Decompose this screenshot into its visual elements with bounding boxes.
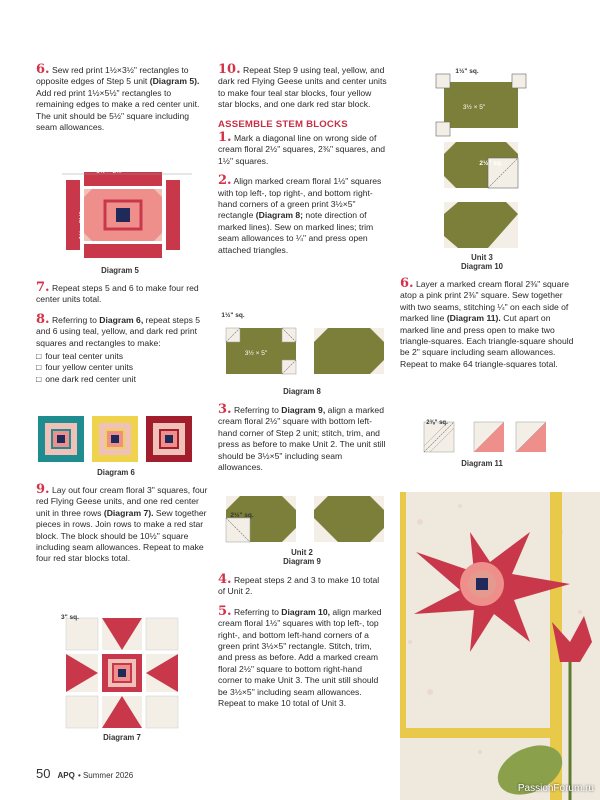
step-number: 8. [36, 311, 50, 327]
step-text: Cut apart on marked line and press open to make two triangle-squares. Each triangle-square should be 2" square including seam allowances. Repeat to make 64 triangle-squares total. [400, 313, 574, 369]
column-2 [218, 64, 388, 264]
step-text: Repeat steps 2 and 3 to make 10 total of Unit 2. [218, 575, 380, 597]
diagram-ref: Diagram 6, [99, 314, 144, 325]
dimension-label: 3" sq. [61, 614, 79, 621]
diagram-ref: (Diagram 8; [255, 210, 304, 221]
step-text: Referring to [233, 606, 279, 617]
column-2c [218, 574, 388, 717]
column-1b [36, 282, 208, 385]
step-number: 9. [36, 482, 50, 497]
diagram-8 [220, 318, 388, 380]
diagram-ref: Diagram 9, [281, 405, 326, 415]
page-footer [36, 766, 133, 781]
step-text: Add red print 1½×5½" rectangles to remaining edges to make a red center unit. The unit should be 5½" square including seam allowances. [36, 87, 200, 133]
step-8 [36, 311, 208, 349]
stem-step-4 [218, 574, 388, 598]
dimension-label: 2⅜" sq. [426, 420, 448, 426]
stem-step-1 [218, 132, 388, 167]
step-text: Align marked cream floral 1½" squares with top left-, top right-, and bottom right-hand corners of a green print 3½×5" rectangle [218, 176, 382, 221]
step-number: 7. [36, 280, 50, 295]
dimension-label: 2½" sq. [479, 160, 503, 167]
step-text: Mark a diagonal line on wrong side of cream floral 2½" squares, 2⅜" squares, and 1½" squares. [218, 133, 386, 166]
diagram-caption: Diagram 5 [101, 266, 139, 275]
step-text: Sew together pieces in rows. Join rows to make a red star block. The block should be 10½" square including seam allowances. Repeat to make four red star blocks total. [36, 507, 207, 564]
step-text: Referring to [51, 314, 97, 325]
step-number: 1. [218, 130, 232, 146]
step-text: Repeat Step 9 using teal, yellow, and dark red Flying Geese units and center units to make four teal star blocks, four yellow star blocks, and one dark red star block. [218, 65, 387, 110]
step-text: align marked cream floral 1½" squares with top left-, top right-, and bottom left-hand corners of a green print 3½×5" rectangle. Stitch, trim, and press as before. Add a marked cream floral 2½" square to bottom right-hand corner to make Unit 3. The unit still should be 3½×5" including seam allowances. Repeat to make 10 total of Unit 3. [218, 606, 382, 709]
list-item: □ one dark red center unit [36, 374, 208, 385]
step-9 [36, 484, 208, 565]
diagram-caption: Diagram 10 [460, 262, 504, 271]
checklist [36, 351, 208, 385]
stem-step-6 [400, 278, 580, 370]
step-text: Referring to [233, 405, 279, 415]
stem-step-5 [218, 603, 388, 710]
diagram-caption: Diagram 11 [461, 459, 503, 468]
step-7 [36, 282, 208, 306]
diagram-caption: Diagram 8 [283, 387, 321, 396]
step-10 [218, 64, 388, 111]
unit-caption: Unit 3 [471, 253, 493, 262]
step-text: Repeat steps 5 and 6 to make four red center units total. [36, 283, 199, 305]
column-3 [400, 278, 580, 378]
dimension-label: 1½" sq. [455, 68, 479, 75]
stem-step-3 [218, 404, 388, 473]
step-number: 3. [218, 402, 232, 417]
column-1c [36, 484, 208, 573]
dimension-label: 1½ × 3½" [96, 168, 124, 175]
unit-caption: Unit 2 [291, 548, 313, 557]
diagram-caption: Diagram 9 [283, 557, 321, 566]
diagram-7 [62, 608, 182, 730]
step-text: repeat steps 5 and 6 using teal, yellow, and dark red print squares and rectangles to make: [36, 314, 201, 348]
diagram-caption: Diagram 7 [103, 733, 141, 742]
column-2b [218, 404, 388, 481]
step-number: 6. [400, 276, 414, 291]
dimension-label: 2½" sq. [230, 512, 254, 519]
magazine-name: APQ [57, 771, 75, 780]
diagram-ref: (Diagram 5). [149, 76, 200, 87]
dimension-label: 1½" sq. [221, 312, 245, 319]
step-text: Layer a marked cream floral 2⅜" square atop a pink print 2⅜" square. Sew together with two seams, stitching ¼" on each side of marked line [400, 279, 570, 324]
section-heading: ASSEMBLE STEM BLOCKS [218, 118, 348, 130]
quilt-photo [400, 492, 600, 800]
diagram-ref: Diagram 10, [281, 606, 330, 617]
dimension-label: 1½ × 5½" [78, 211, 86, 240]
column-1 [36, 64, 208, 141]
diagram-9 [220, 492, 388, 548]
dimension-label: 3½ × 5" [462, 104, 486, 111]
diagram-6 [36, 414, 196, 466]
list-item: □ four teal center units [36, 351, 208, 362]
dimension-label: 3½ × 5" [244, 350, 268, 357]
step-text: note direction of marked lines). Sew on marked lines; trim seam allowances to ¼" and press open attached triangles. [218, 210, 374, 255]
step-number: 10. [218, 62, 241, 77]
step-text: Lay out four cream floral 3" squares, four red Flying Geese units, and one red center unit in three rows [36, 485, 208, 518]
step-number: 2. [218, 173, 232, 189]
issue-label: • Summer 2026 [77, 771, 134, 780]
quilt-image [400, 492, 600, 800]
diagram-ref: (Diagram 7). [103, 507, 154, 518]
page-number: 50 [36, 766, 51, 781]
step-6 [36, 64, 208, 133]
step-number: 5. [218, 603, 232, 619]
list-item: □ four yellow center units [36, 362, 208, 373]
diagram-ref: (Diagram 11). [446, 313, 501, 324]
step-text: align a marked cream floral 2½" square with bottom left-hand corner of Step 2 unit; stitch, trim, and press as before to make Unit 2. The unit still should be 3½×5" including seam allowances. [218, 405, 386, 473]
step-number: 4. [218, 572, 232, 587]
step-text: Sew red print 1½×3½" rectangles to opposite edges of Step 5 unit [36, 65, 189, 87]
diagram-caption: Diagram 6 [97, 468, 135, 477]
watermark: PassionForum.ru [517, 783, 594, 794]
stem-step-2 [218, 175, 388, 256]
step-number: 6. [36, 62, 50, 77]
